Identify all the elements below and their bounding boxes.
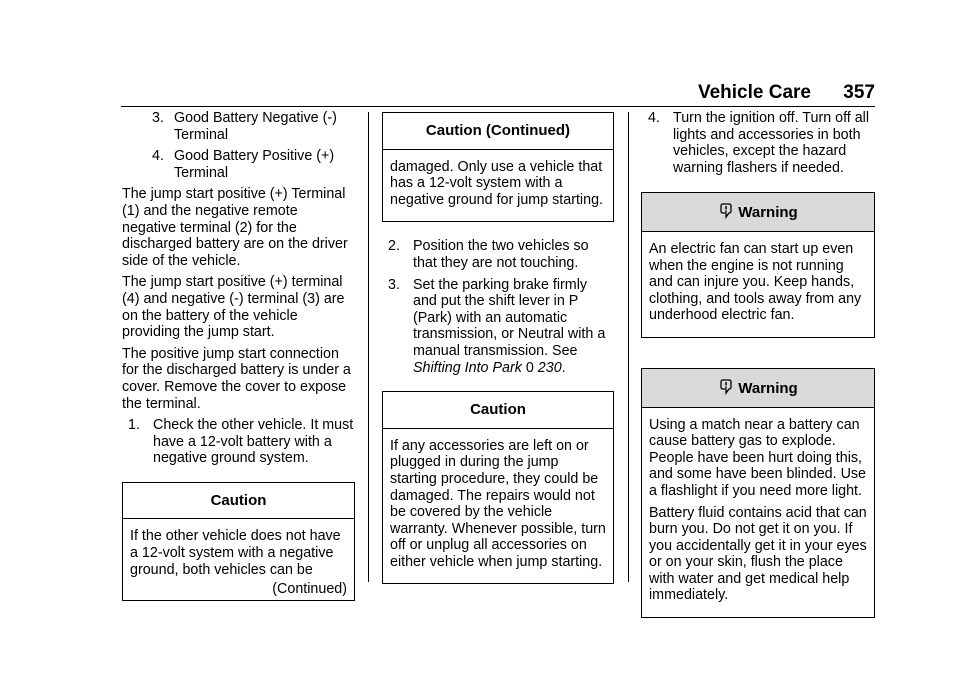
page-ref-symbol: 0	[525, 359, 534, 376]
caution-title: Caution	[123, 483, 354, 520]
section-title: Vehicle Care	[697, 82, 811, 103]
step-number: 2.	[388, 238, 400, 255]
warning-icon	[718, 203, 734, 219]
caution-text: If the other vehicle does not have a 12-volt system with a negative ground, both vehicles can be	[130, 528, 341, 578]
step-text: Turn the ignition off. Turn off all lights and accessories in both vehicles, except the hazard warning flashers if needed.	[673, 110, 870, 176]
column-divider-1	[368, 112, 369, 582]
step-4	[641, 110, 875, 176]
step-2	[382, 238, 614, 271]
caution-text: If any accessories are left on or plugged in during the jump starting procedure, they could be damaged. The repairs would not be covered by the vehicle warranty. Whenever possible, turn off or unplug all accessories on either vehicle when jump starting.	[390, 437, 606, 570]
warning-text: Battery fluid contains acid that can burn you. Do not get it on you. If you accidentally get it in your eyes or on your skin, flush the place with water and get medical help immediately.	[649, 504, 867, 604]
caution-continued-text: damaged. Only use a vehicle that has a 12-volt system with a negative ground for jump starting.	[390, 158, 603, 208]
warning-title: Warning	[738, 204, 798, 222]
step-text: Position the two vehicles so that they are not touching.	[413, 238, 589, 271]
column-3	[641, 110, 875, 618]
paragraph: The positive jump start connection for the discharged battery is under a cover. Remove the cover to expose the terminal.	[122, 345, 351, 412]
list-item-number: 3.	[152, 110, 164, 126]
caution-title: Caution	[383, 392, 613, 429]
warning-text: Using a match near a battery can cause battery gas to explode. People have been hurt doing this, and some have been blinded. Use a flashlight if you need more light.	[649, 416, 866, 499]
list-item	[122, 148, 355, 181]
list-item	[122, 110, 355, 143]
column-2	[382, 110, 614, 584]
list-item-text: Good Battery Positive (+) Terminal	[174, 148, 335, 181]
paragraph: The jump start positive (+) Terminal (1) and the negative remote negative terminal (2) for the discharged battery are on the driver side of the vehicle.	[122, 186, 348, 269]
caution-box-2	[382, 391, 614, 584]
warning-box-2	[641, 368, 875, 618]
page-number: 357	[843, 82, 875, 103]
caution-box	[122, 482, 355, 601]
step-number: 3.	[388, 276, 400, 293]
caution-continued-box	[382, 112, 614, 222]
warning-icon	[718, 379, 734, 395]
list-item-number: 4.	[152, 148, 164, 165]
step-1	[122, 417, 355, 467]
step-text: Set the parking brake firmly and put the shift lever in P (Park) with an automatic transmission, or Neutral with a manual transmission. See	[413, 276, 606, 359]
step-number: 1.	[128, 417, 140, 434]
cross-reference-link[interactable]: Shifting Into Park	[413, 359, 522, 376]
page-ref-number: 230	[537, 359, 562, 376]
step-text: Check the other vehicle. It must have a 12-volt battery with a negative ground system.	[153, 417, 354, 467]
caution-continued-title: Caution (Continued)	[383, 113, 613, 150]
continued-label: (Continued)	[272, 581, 347, 598]
warning-box-1	[641, 192, 875, 338]
list-item-text: Good Battery Negative (-) Terminal	[174, 110, 337, 143]
paragraph: The jump start positive (+) terminal (4) and negative (-) terminal (3) are on the battery of the vehicle providing the jump start.	[122, 274, 345, 341]
column-divider-2	[628, 112, 629, 582]
page-header	[121, 82, 875, 107]
step-number: 4.	[648, 110, 660, 126]
step-3: 3. Set the parking brake firmly and put the shift lever in P (Park) with an automatic transmission, or Neutral with a manual transmission. See Shifting Into Park 0 230.	[388, 276, 606, 376]
warning-title: Warning	[738, 379, 798, 397]
column-1	[122, 110, 355, 601]
warning-text: An electric fan can start up even when the engine is not running and can injure you. Keep hands, clothing, and tools away from any underhood electric fan.	[649, 240, 862, 324]
